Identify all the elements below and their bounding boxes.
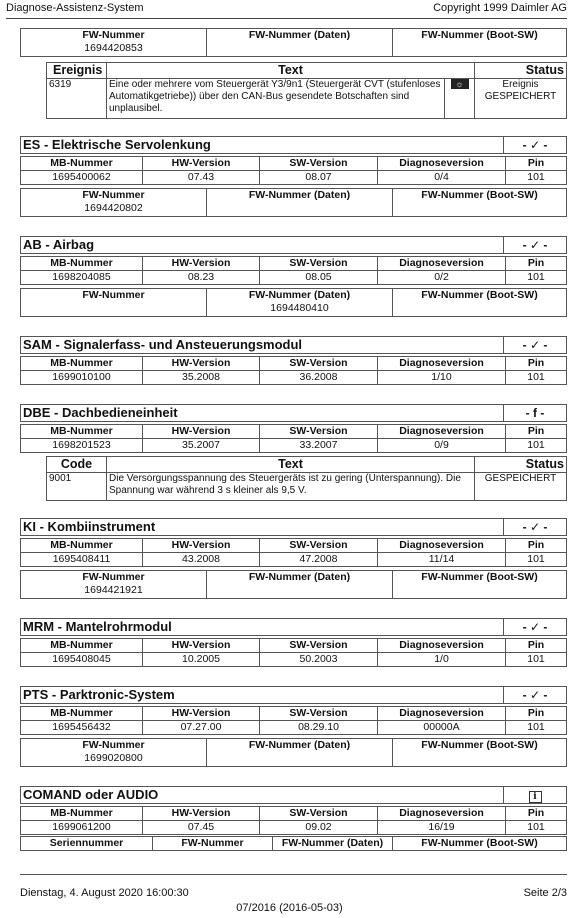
- sw-value: 50.2003: [260, 653, 378, 667]
- event-id: 6319: [47, 79, 107, 119]
- hw-value: 07.45: [143, 821, 260, 835]
- pin-header: Pin: [506, 807, 567, 821]
- page-header: [6, 2, 567, 18]
- fw-value: 1699020800: [84, 752, 143, 764]
- fwb-header: FW-Nummer (Boot-SW): [421, 739, 538, 751]
- header-divider: [6, 18, 567, 19]
- es-status: - ✓ -: [503, 137, 566, 153]
- fw-value: 1694420853: [84, 42, 143, 54]
- event-text: Die Versorgungsspannung des Steuergeräts ist zu gering (Unterspannung). Die Spannung war während 3 s kleiner als 9,5 V.: [107, 473, 475, 501]
- sw-value: 09.02: [260, 821, 378, 835]
- event-text: Eine oder mehrere vom Steuergerät Y3/9n1 (Steuergerät CVT (stufenloses Automatikgetriebe)) über den CAN-Bus gesendete Botschaften sind unplausibel.: [107, 79, 445, 119]
- mb-header: MB-Nummer: [21, 425, 143, 439]
- event-code: 9001: [47, 473, 107, 501]
- hw-header: HW-Version: [143, 357, 260, 371]
- pin-header: Pin: [506, 157, 567, 171]
- pin-value: 101: [506, 371, 567, 385]
- sw-value: 08.07: [260, 171, 378, 185]
- fwd-header: FW-Nummer (Daten): [273, 837, 393, 851]
- hw-header: HW-Version: [143, 425, 260, 439]
- ki-status: - ✓ -: [503, 519, 566, 535]
- pin-value: 101: [506, 171, 567, 185]
- pin-header: Pin: [506, 707, 567, 721]
- mb-value: 1699061200: [21, 821, 143, 835]
- text-header: Text: [107, 457, 475, 473]
- mb-header: MB-Nummer: [21, 157, 143, 171]
- sw-value: 33.2007: [260, 439, 378, 453]
- mb-header: MB-Nummer: [21, 807, 143, 821]
- code-header: Code: [47, 457, 107, 473]
- fw-value: 1694421921: [84, 584, 143, 596]
- section-title-dbe: [20, 404, 567, 422]
- diag-value: 11/14: [378, 553, 506, 567]
- hw-value: 07.27.00: [143, 721, 260, 735]
- sw-header: SW-Version: [260, 157, 378, 171]
- copyright: Copyright 1999 Daimler AG: [433, 2, 567, 14]
- pin-header: Pin: [506, 357, 567, 371]
- status-header: Status: [475, 63, 567, 79]
- ab-fw-table: [20, 288, 567, 317]
- mb-value: 1698204085: [21, 271, 143, 285]
- mrm-status: - ✓ -: [503, 619, 566, 635]
- pin-value: 101: [506, 821, 567, 835]
- fwd-header: FW-Nummer (Daten): [248, 189, 351, 201]
- fwd-header: FW-Nummer (Daten): [248, 29, 351, 41]
- hw-value: 10.2005: [143, 653, 260, 667]
- section-title-pts: [20, 686, 567, 704]
- ab-status: - ✓ -: [503, 237, 566, 253]
- fw-header: FW-Nummer: [82, 189, 145, 201]
- pin-header: Pin: [506, 639, 567, 653]
- mb-header: MB-Nummer: [21, 539, 143, 553]
- comand-title: COMAND oder AUDIO: [23, 787, 159, 802]
- mb-value: 1695400062: [21, 171, 143, 185]
- hw-header: HW-Version: [143, 707, 260, 721]
- fw-value: 1694420802: [84, 202, 143, 214]
- fw-header: FW-Nummer: [153, 837, 273, 851]
- hw-header: HW-Version: [143, 539, 260, 553]
- mb-value: 1698201523: [21, 439, 143, 453]
- mrm-title: MRM - Mantelrohrmodul: [23, 619, 172, 634]
- fwd-header: FW-Nummer (Daten): [248, 289, 351, 301]
- mb-value: 1699010100: [21, 371, 143, 385]
- pin-value: 101: [506, 721, 567, 735]
- diag-value: 0/2: [378, 271, 506, 285]
- pin-header: Pin: [506, 425, 567, 439]
- sw-header: SW-Version: [260, 257, 378, 271]
- ab-version-table: [20, 256, 567, 285]
- dbe-event-table: [46, 456, 567, 501]
- mb-header: MB-Nummer: [21, 357, 143, 371]
- hw-header: HW-Version: [143, 157, 260, 171]
- diag-header: Diagnoseversion: [378, 157, 506, 171]
- pts-fw-table: [20, 738, 567, 767]
- section-title-es: [20, 136, 567, 154]
- sw-header: SW-Version: [260, 539, 378, 553]
- fwb-header: FW-Nummer (Boot-SW): [421, 289, 538, 301]
- pin-value: 101: [506, 653, 567, 667]
- mb-header: MB-Nummer: [21, 639, 143, 653]
- mb-value: 1695456432: [21, 721, 143, 735]
- fwd-value: 1694480410: [270, 302, 329, 314]
- footer-date: Dienstag, 4. August 2020 16:00:30: [20, 887, 189, 899]
- sun-icon: ☼: [451, 79, 469, 89]
- footer-version: 07/2016 (2016-05-03): [236, 902, 343, 914]
- info-icon: i: [529, 791, 542, 803]
- fw-header: FW-Nummer: [82, 571, 145, 583]
- section-title-mrm: [20, 618, 567, 636]
- pin-header: Pin: [506, 257, 567, 271]
- fw-header: FW-Nummer: [82, 739, 145, 751]
- hw-value: 43.2008: [143, 553, 260, 567]
- diag-value: 1/0: [378, 653, 506, 667]
- sam-title: SAM - Signalerfass- und Ansteuerungsmodul: [23, 337, 303, 352]
- diag-value: 0/9: [378, 439, 506, 453]
- dbe-version-table: [20, 424, 567, 453]
- sw-header: SW-Version: [260, 639, 378, 653]
- ereignis-header: Ereignis: [47, 63, 107, 79]
- fwb-header: FW-Nummer (Boot-SW): [421, 189, 538, 201]
- sw-value: 36.2008: [260, 371, 378, 385]
- hw-value: 35.2008: [143, 371, 260, 385]
- hw-header: HW-Version: [143, 257, 260, 271]
- pts-version-table: [20, 706, 567, 735]
- pin-value: 101: [506, 553, 567, 567]
- diag-value: 1/10: [378, 371, 506, 385]
- diag-header: Diagnoseversion: [378, 357, 506, 371]
- top-fw-table: [20, 28, 567, 57]
- mb-value: 1695408045: [21, 653, 143, 667]
- diag-value: 0/4: [378, 171, 506, 185]
- pts-status: - ✓ -: [503, 687, 566, 703]
- app-name: Diagnose-Assistenz-System: [6, 2, 144, 14]
- section-title-ab: [20, 236, 567, 254]
- diag-header: Diagnoseversion: [378, 639, 506, 653]
- sw-value: 08.29.10: [260, 721, 378, 735]
- es-fw-table: [20, 188, 567, 217]
- dbe-title: DBE - Dachbedieneinheit: [23, 405, 178, 420]
- footer-divider: [20, 874, 567, 875]
- sw-header: SW-Version: [260, 425, 378, 439]
- fwb-header: FW-Nummer (Boot-SW): [393, 837, 567, 851]
- text-header: Text: [107, 63, 475, 79]
- sw-value: 47.2008: [260, 553, 378, 567]
- sw-header: SW-Version: [260, 807, 378, 821]
- hw-value: 08.23: [143, 271, 260, 285]
- hw-value: 07.43: [143, 171, 260, 185]
- diag-header: Diagnoseversion: [378, 707, 506, 721]
- section-title-sam: [20, 336, 567, 354]
- fw-header: FW-Nummer: [82, 289, 145, 301]
- ab-title: AB - Airbag: [23, 237, 95, 252]
- ki-fw-table: [20, 570, 567, 599]
- event-status: Ereignis GESPEICHERT: [475, 79, 567, 119]
- mb-value: 1695408411: [21, 553, 143, 567]
- diag-header: Diagnoseversion: [378, 425, 506, 439]
- diag-value: 16/19: [378, 821, 506, 835]
- mb-header: MB-Nummer: [21, 707, 143, 721]
- sw-header: SW-Version: [260, 707, 378, 721]
- es-version-table: [20, 156, 567, 185]
- fwb-header: FW-Nummer (Boot-SW): [421, 29, 538, 41]
- sw-header: SW-Version: [260, 357, 378, 371]
- section-title-comand: [20, 786, 567, 804]
- diag-header: Diagnoseversion: [378, 257, 506, 271]
- dbe-status: - f -: [503, 405, 566, 421]
- serien-header: Seriennummer: [21, 837, 153, 851]
- diag-header: Diagnoseversion: [378, 539, 506, 553]
- pin-value: 101: [506, 271, 567, 285]
- ki-title: KI - Kombiinstrument: [23, 519, 156, 534]
- fwd-header: FW-Nummer (Daten): [248, 571, 351, 583]
- event-status: GESPEICHERT: [475, 473, 567, 501]
- section-title-ki: [20, 518, 567, 536]
- sam-status: - ✓ -: [503, 337, 566, 353]
- hw-value: 35.2007: [143, 439, 260, 453]
- pin-header: Pin: [506, 539, 567, 553]
- mb-header: MB-Nummer: [21, 257, 143, 271]
- sam-version-table: [20, 356, 567, 385]
- comand-serial-table: [20, 836, 567, 851]
- pin-value: 101: [506, 439, 567, 453]
- footer-page: Seite 2/3: [523, 887, 567, 899]
- fwd-header: FW-Nummer (Daten): [248, 739, 351, 751]
- pts-title: PTS - Parktronic-System: [23, 687, 175, 702]
- ki-version-table: [20, 538, 567, 567]
- sw-value: 08.05: [260, 271, 378, 285]
- diag-header: Diagnoseversion: [378, 807, 506, 821]
- hw-header: HW-Version: [143, 807, 260, 821]
- hw-header: HW-Version: [143, 639, 260, 653]
- status-header: Status: [475, 457, 567, 473]
- fw-header: FW-Nummer: [82, 29, 145, 41]
- fwb-header: FW-Nummer (Boot-SW): [421, 571, 538, 583]
- top-event-table: [46, 62, 567, 119]
- mrm-version-table: [20, 638, 567, 667]
- comand-version-table: [20, 806, 567, 835]
- es-title: ES - Elektrische Servolenkung: [23, 137, 211, 152]
- diag-value: 00000A: [378, 721, 506, 735]
